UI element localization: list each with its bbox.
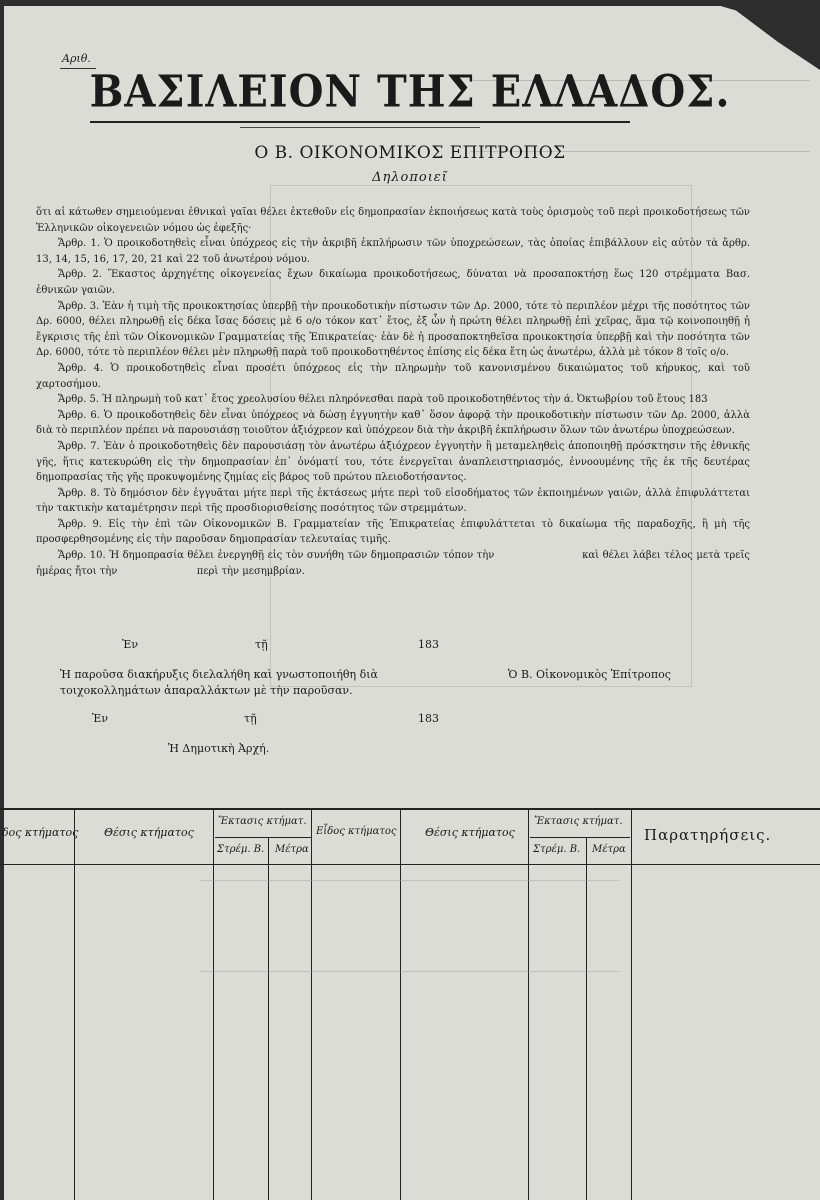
col-divider-6 — [528, 808, 529, 1200]
col-header-stremmata-2: Στρέμ. Β. — [533, 844, 581, 855]
paragraph-article-1: Ἄρθρ. 1. Ὁ προικοδοτηθεὶς εἶναι ὑπόχρεος εἰς τὴν ἀκριβῆ ἐκπλήρωσιν τῶν ὑποχρεώσεων, τὰς ὁποίας ἐπιβάλλουν εἰς αὐτὸν τὰ ἄρθρ. 13, 14, 15, 16, 17, 20, 21 καὶ 22 τοῦ ἀνωτέρου νόμου. — [36, 238, 750, 265]
place-label-1: Ἐν — [122, 638, 139, 651]
year-label-1: 183 — [418, 638, 439, 651]
torn-corner — [700, 0, 820, 70]
col-header-metra: Μέτρα — [275, 844, 309, 855]
paragraph-article-9: Ἄρθρ. 9. Εἰς τὴν ἐπὶ τῶν Οἰκονομικῶν Β. Γραμματείαν τῆς Ἐπικρατείας ἐπιφυλάττεται τὸ δικαίωμα τῆς παραδοχῆς, ἢ μὴ τῆς προσφερθησομένης εἰς τὴν παροῦσαν δημοπρασίαν τελευταίας τιμῆς. — [36, 518, 750, 546]
paragraph-article-10: Ἄρθρ. 10. Ἡ δημοπρασία θέλει ἐνεργηθῇ εἰς τὸν συνήθη τῶν δημοπρασιῶν τόπον τὴν καὶ θέλει λάβει τέλος μετὰ τρεῖς ἡμέρας ἤτοι τὴν περὶ τὴν μεσημβρίαν. — [36, 550, 754, 577]
col-header-type: Εἶδος κτήματος — [316, 826, 397, 837]
col-divider-2 — [213, 808, 214, 1200]
day-label-2: τῇ — [244, 712, 257, 725]
col-divider-8 — [631, 808, 632, 1200]
col-header-remarks: Παρατηρήσεις. — [644, 826, 772, 844]
publication-note-line-1: Ἡ παροῦσα διακήρυξις διελαλήθη καὶ γνωστοποιήθη διὰ — [60, 668, 378, 681]
official-signature: Ὁ Β. Οἰκονομικὸς Ἐπίτροπος — [508, 668, 671, 681]
paragraph-article-6: Ἄρθρ. 6. Ὁ προικοδοτηθεὶς δὲν εἶναι ὑπόχρεος νὰ δώσῃ ἐγγυητὴν καθ᾽ ὅσον ἀφορᾷ τὴν προικοδοτικὴν πίστωσιν τῶν Δρ. 2000, ἀλλὰ διὰ τὸ περιπλέον πρέπει νὰ παρουσιάσῃ τοιοῦτον ἀξιόχρεον καὶ ὑπόχρεον διὰ τὴν ἀκριβῆ ἐκπλήρωσιν ὅλων τῶν ἀνωτέρω ὑποχρεώσεων. — [36, 409, 750, 437]
announcement-body — [36, 205, 754, 579]
day-label-1: τῇ — [255, 638, 268, 651]
place-label-2: Ἐν — [92, 712, 109, 725]
paragraph-article-2: Ἄρθρ. 2. Ἕκαστος ἀρχηγέτης οἰκογενείας ἔχων δικαίωμα προικοδοτήσεως, δύναται νὰ προσαποκτήσῃ ἕως 120 στρέμματα Βασ. ἐθνικῶν γαιῶν. — [36, 269, 750, 296]
paragraph-article-8: Ἄρθρ. 8. Τὸ δημόσιον δὲν ἐγγυᾶται μήτε περὶ τῆς ἐκτάσεως μήτε περὶ τοῦ εἰσοδήματος τῶν ἐκποιημένων γαιῶν, ἀλλὰ ἐπιφυλάττεται τὴν τακτικὴν καταμέτρησιν περὶ τῆς προσδιορισθείσης ποσότητος τῶν στρεμμάτων. — [36, 487, 750, 515]
declares-heading: Δηλοποιεῖ — [372, 170, 448, 185]
show-through-lower — [200, 880, 620, 972]
col-header-location-2: Θέσις κτήματος — [425, 826, 515, 839]
official-title: Ο Β. ΟΙΚΟΝΟΜΙΚΟΣ ΕΠΙΤΡΟΠΟΣ — [254, 143, 566, 163]
number-label: Αριθ. — [62, 52, 91, 65]
extent-split-rule-2 — [530, 837, 630, 838]
col-header-metra-2: Μέτρα — [592, 844, 626, 855]
paragraph-article-7: Ἄρθρ. 7. Ἐὰν ὁ προικοδοτηθεὶς δὲν παρουσιάσῃ τὸν ἀνωτέρω ἀξιόχρεον ἐγγυητὴν ἢ μεταμεληθεὶς ἀποποιηθῇ πρόσκτησιν τῆς ἐθνικῆς γῆς, ἥτις κατεκυρώθη εἰς τὴν δημοπρασίαν ἐπ᾽ ὀνόματί του, τότε ἐνεργεῖται ἀναπλειστηριασμός, ἐννοουμένης τῆς ἐκ τῆς δευτέρας δημοπρασίας τῆς γῆς προκυψομένης ζημίας εἰς βάρος τοῦ πρώτου πλειοδοτήσαντος. — [36, 440, 750, 484]
paragraph-article-4: Ἄρθρ. 4. Ὁ προικοδοτηθεὶς εἶναι προσέτι ὑπόχρεος εἰς τὴν πληρωμὴν τοῦ κανονισμένου δικαιώματος τοῦ κήρυκος, καὶ τοῦ χαρτοσήμου. — [36, 362, 750, 390]
col-header-extent: Ἔκτασις κτήματ. — [218, 816, 307, 827]
col-header-location: Θέσις κτήματος — [104, 826, 194, 839]
table-top-rule — [0, 808, 820, 810]
table-header-rule — [0, 864, 820, 865]
paragraph-article-5: Ἄρθρ. 5. Ἡ πληρωμὴ τοῦ κατ᾽ ἔτος χρεολυσίου θέλει πληρόνεσθαι παρὰ τοῦ προικοδοτηθέντος τὴν ά. Ὀκτωβρίου τοῦ ἔτους 183 — [58, 394, 708, 406]
col-divider-1 — [74, 808, 75, 1200]
municipal-authority: Ἡ Δημοτικὴ Ἀρχή. — [168, 742, 270, 755]
year-label-2: 183 — [418, 712, 439, 725]
paragraph-article-3: Ἄρθρ. 3. Ἐὰν ἡ τιμὴ τῆς προικοκτησίας ὑπερβῇ τὴν προικοδοτικὴν πίστωσιν τῶν Δρ. 2000, τότε τὸ περιπλέον μέχρι τῆς ποσότητος τῶν Δρ. 6000, θέλει πληρωθῇ εἰς δέκα ἴσας δόσεις μὲ 6 ο/ο τόκον κατ᾽ ἔτος, ἐξ ὧν ἡ πρώτη θέλει πληρωθῇ ἐπὶ χεῖρας, ἅμα τῷ κοινοποιηθῇ ἡ ἔγκρισις τῆς ἐπὶ τῶν Οἰκονομικῶν Γραμματείας τῆς Ἐπικρατείας· ἐὰν δὲ ἡ προσαποκτηθεῖσα προικοκτησία ὑπερβῇ καὶ τὴν ποσότητα τῶν Δρ. 6000, τότε τὸ περιπλέον θέλει μὲν πληρωθῇ παρὰ τοῦ προικοδοτηθέντος ἐπίσης εἰς δέκα ἔτη ὡς ἀνωτέρω, ἀλλὰ μὲ τόκον 8 τοῖς ο/ο. — [36, 300, 750, 359]
paragraph-intro: ὅτι αἱ κάτωθεν σημειούμεναι ἐθνικαὶ γαῖαι θέλει ἐκτεθοῦν εἰς δημοπρασίαν ἐκποιήσεως κατὰ τοὺς ὁρισμοὺς τοῦ περὶ προικοδοτήσεως τῶν Ἑλληνικῶν οἰκογενειῶν νόμου ὡς ἐφεξῆς· — [36, 207, 750, 234]
title-rule — [90, 121, 630, 123]
title-subrule — [240, 127, 480, 128]
scan-border-top — [0, 0, 820, 6]
kingdom-title: ΒΑΣΙΛΕΙΟΝ ΤΗΣ ΕΛΛΑΔΟΣ. — [89, 65, 731, 118]
col-header-type-cut: δος κτήματος — [2, 826, 79, 839]
publication-note-line-2: τοιχοκολλημάτων ἀπαραλλάκτων μὲ τὴν παροῦσαν. — [60, 684, 353, 697]
col-divider-5 — [400, 808, 401, 1200]
col-header-extent-2: Ἔκτασις κτήματ. — [534, 816, 623, 827]
col-header-stremmata: Στρέμ. Β. — [217, 844, 265, 855]
extent-split-rule-1 — [215, 837, 311, 838]
col-divider-4 — [311, 808, 312, 1200]
